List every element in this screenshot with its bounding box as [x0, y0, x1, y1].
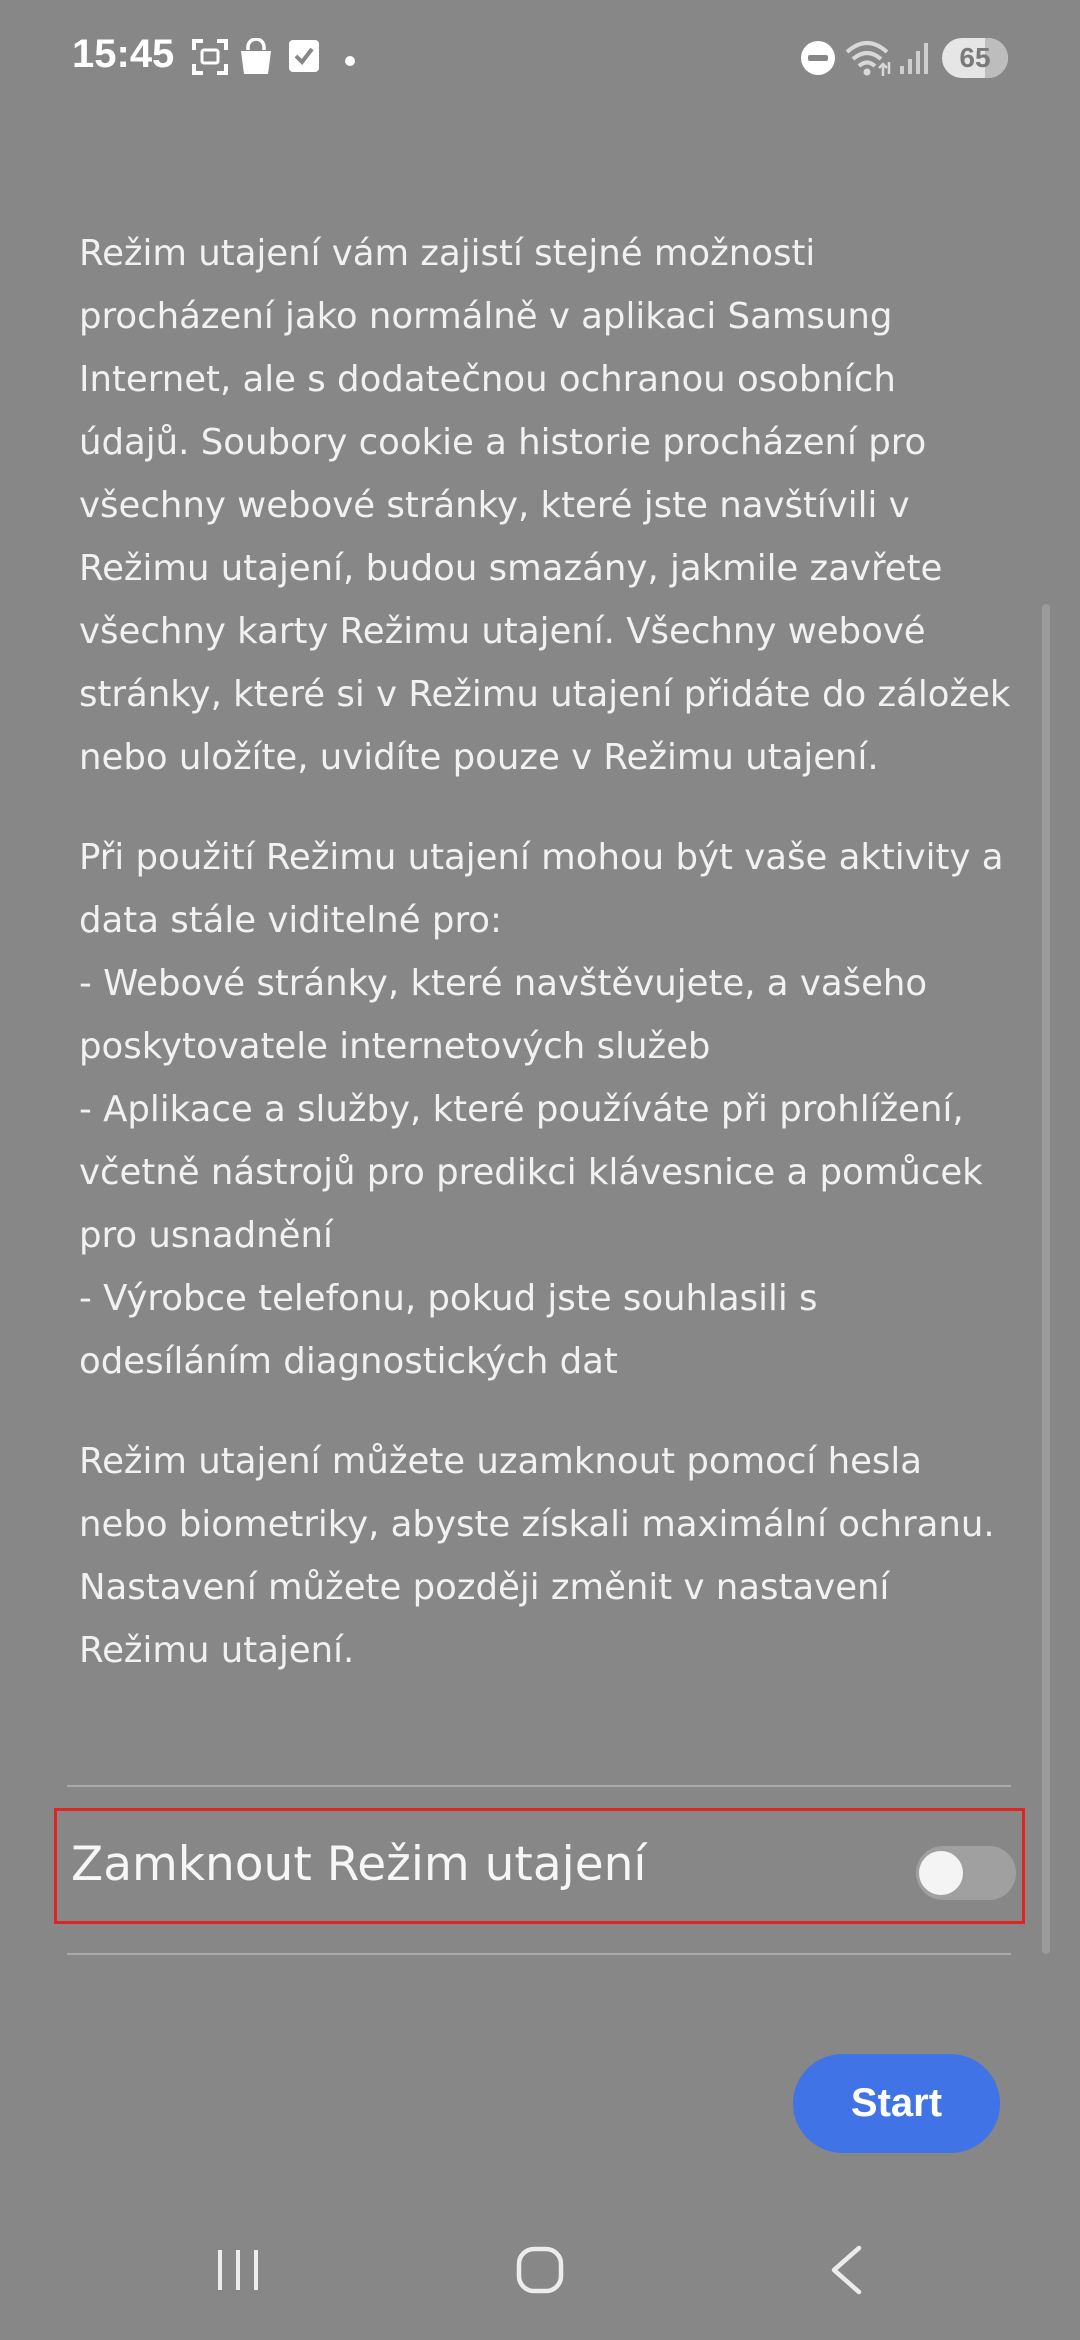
dot-icon: [344, 52, 356, 71]
battery-indicator: [942, 38, 1008, 78]
description-paragraph-1: Režim utajení vám zajistí stejné možnosti procházení jako normálně v aplikaci Samsung Internet, ale s dodatečnou ochranou osobních údajů. Soubory cookie a historie procházení pro všechny webové stránky, které jste navštívili v Režimu utajení, budou smazány, jakmile zavřete všechny karty Režimu utajení. Všechny webové stránky, které si v Režimu utajení přidáte do záložek nebo uložíte, uvidíte pouze v Režimu utajení.: [79, 233, 1022, 778]
description-paragraph-2: Při použití Režimu utajení mohou být vaše aktivity a data stále viditelné pro: - Webové stránky, které navštěvujete, a vašeho poskytovatele internetových služeb - Aplikace a služby, které používáte při prohlížení, včetně nástrojů pro predikci klávesnice a pomůcek pro usnadnění - Výrobce telefonu, pokud jste souhlasili s odesíláním diagnostických dat: [79, 837, 1004, 1382]
battery-level: 65: [959, 42, 991, 73]
signal-icon: [898, 40, 932, 80]
recent-apps-button[interactable]: [159, 2200, 319, 2340]
lock-secret-mode-label: Zamknout Režim utajení: [71, 1837, 647, 1892]
navigation-bar: [0, 2200, 1080, 2340]
start-button[interactable]: Start: [793, 2054, 1000, 2153]
screenshot-icon: [191, 38, 229, 80]
back-button[interactable]: [764, 2200, 924, 2340]
secret-mode-description: [79, 222, 1022, 1719]
home-button[interactable]: [460, 2200, 620, 2340]
divider-bottom: [67, 1953, 1011, 1955]
status-bar: [0, 0, 1080, 118]
status-time: 15:45: [72, 32, 175, 76]
description-paragraph-3: Režim utajení můžete uzamknout pomocí hesla nebo biometriky, abyste získali maximální ochranu. Nastavení můžete později změnit v nastavení Režimu utajení.: [79, 1441, 1006, 1671]
lock-secret-mode-toggle[interactable]: [916, 1846, 1016, 1900]
shopping-bag-icon: [238, 38, 274, 80]
checkbox-icon: [287, 38, 321, 78]
do-not-disturb-icon: [800, 40, 836, 80]
wifi-icon: [845, 40, 893, 82]
toggle-knob: [919, 1851, 963, 1895]
divider-top: [67, 1785, 1011, 1787]
scrollbar[interactable]: [1042, 604, 1050, 1954]
lock-secret-mode-row[interactable]: [54, 1808, 1025, 1924]
